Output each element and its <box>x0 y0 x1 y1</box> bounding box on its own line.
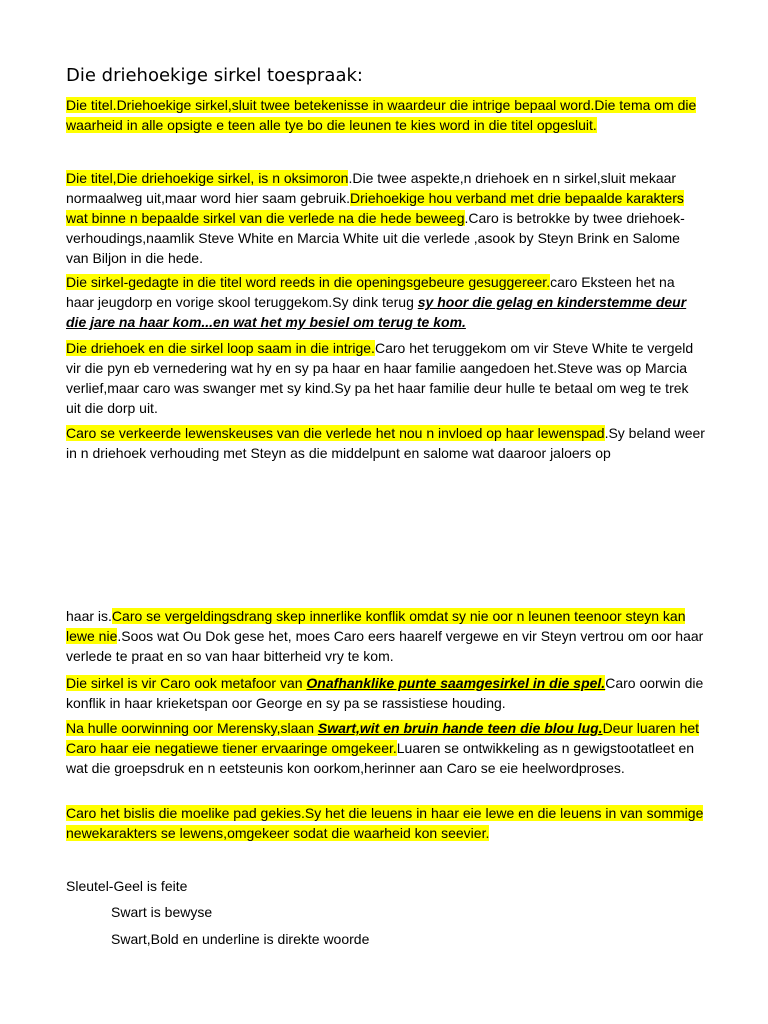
highlighted-fact: Deur luaren het Caro haar eie negatiewe tiener ervaaringe omgekeer. <box>66 720 700 756</box>
paragraph-7 <box>66 673 706 713</box>
document-title: Die driehoekige sirkel toespraak: <box>66 65 363 86</box>
highlighted-fact: Driehoekige hou verband met drie bepaalde karakters wat binne n bepaalde sirkel van die verlede na die hede beweeg <box>66 190 684 226</box>
paragraph-1 <box>66 95 706 135</box>
paragraph-2 <box>66 168 706 268</box>
body-text: .Die twee aspekte,n driehoek en n sirkel,sluit mekaar normaalweg uit,maar word hier saam gebruik. <box>66 170 677 206</box>
body-text: Caro oorwin die konflik in haar krieketspan oor George en sy pa se rassistiese houding. <box>66 675 704 711</box>
highlighted-fact: Caro het bislis die moelike pad gekies.Sy het die leuens in haar eie lewe en die leuens in van sommige newekarakters se lewens,omgekeer sodat die waarheid kon seevier. <box>66 805 704 841</box>
direct-quote: sy hoor die gelag en kinderstemme deur die jare na haar kom...en wat het my besiel om terug te kom. <box>66 294 687 330</box>
body-text: caro Eksteen het na haar jeugdorp en vorige skool teruggekom.Sy dink terug <box>66 274 675 310</box>
highlighted-fact: Die titel.Driehoekige sirkel,sluit twee betekenisse in waardeur die intrige bepaal word.Die tema om die waarheid in alle opsigte e teen alle tye bo die leunen te kies word in die titel opgesluit. <box>66 97 697 133</box>
paragraph-6 <box>66 606 706 666</box>
highlighted-fact: Na hulle oorwinning oor Merensky,slaan <box>66 720 318 736</box>
body-text: Caro het teruggekom om vir Steve White te vergeld vir die pyn eb vernedering wat hy en sy pa haar en haar familie aangedoen het.Steve was op Marcia verlief,maar caro was swanger met sy kind.Sy pa het haar familie deur hulle te betaal om weg te trek uit die dorp uit. <box>66 340 694 416</box>
highlighted-fact: Die titel,Die driehoekige sirkel, is n oksimoron <box>66 170 349 186</box>
key-line-3: Swart,Bold en underline is direkte woorde <box>111 931 370 947</box>
direct-quote: Swart,wit en bruin hande teen die blou lug. <box>317 720 603 736</box>
highlighted-fact: Die driehoek en die sirkel loop saam in die intrige. <box>66 340 375 356</box>
body-text: .Caro is betrokke by twee driehoek-verhoudings,naamlik Steve White en Marcia White uit die verlede ,asook by Steyn Brink en Salome van Biljon in die hede. <box>66 210 685 266</box>
key-line-1: Sleutel-Geel is feite <box>66 878 188 894</box>
highlighted-fact: Caro se verkeerde lewenskeuses van die verlede het nou n invloed op haar lewenspad <box>66 425 605 441</box>
body-text: .Sy beland weer in n driehoek verhouding met Steyn as die middelpunt en salome wat daaroor jaloers op <box>66 425 705 461</box>
paragraph-9 <box>66 803 706 843</box>
highlighted-fact: Die sirkel is vir Caro ook metafoor van <box>66 675 307 691</box>
body-text: Luaren se ontwikkeling as n gewigstootatleet en wat die groepsdruk en n eetsteunis kon oorkom,herinner aan Caro se eie heelwordproses. <box>66 740 695 776</box>
highlighted-fact: Caro se vergeldingsdrang skep innerlike konflik omdat sy nie oor n leunen teenoor steyn kan lewe nie <box>66 608 686 644</box>
paragraph-8 <box>66 718 706 778</box>
body-text: haar is. <box>66 608 112 624</box>
highlighted-fact: Die sirkel-gedagte in die titel word reeds in die openingsgebeure gesuggereer. <box>66 274 551 290</box>
direct-quote: Onafhanklike punte saamgesirkel in die spel. <box>306 675 606 691</box>
body-text: .Soos wat Ou Dok gese het, moes Caro eers haarelf vergewe en vir Steyn vertrou om oor haar verlede te praat en so van haar bitterheid vry te kom. <box>66 628 704 664</box>
paragraph-4 <box>66 338 706 418</box>
key-line-2: Swart is bewyse <box>111 904 213 920</box>
paragraph-5 <box>66 423 706 463</box>
paragraph-3 <box>66 272 706 332</box>
